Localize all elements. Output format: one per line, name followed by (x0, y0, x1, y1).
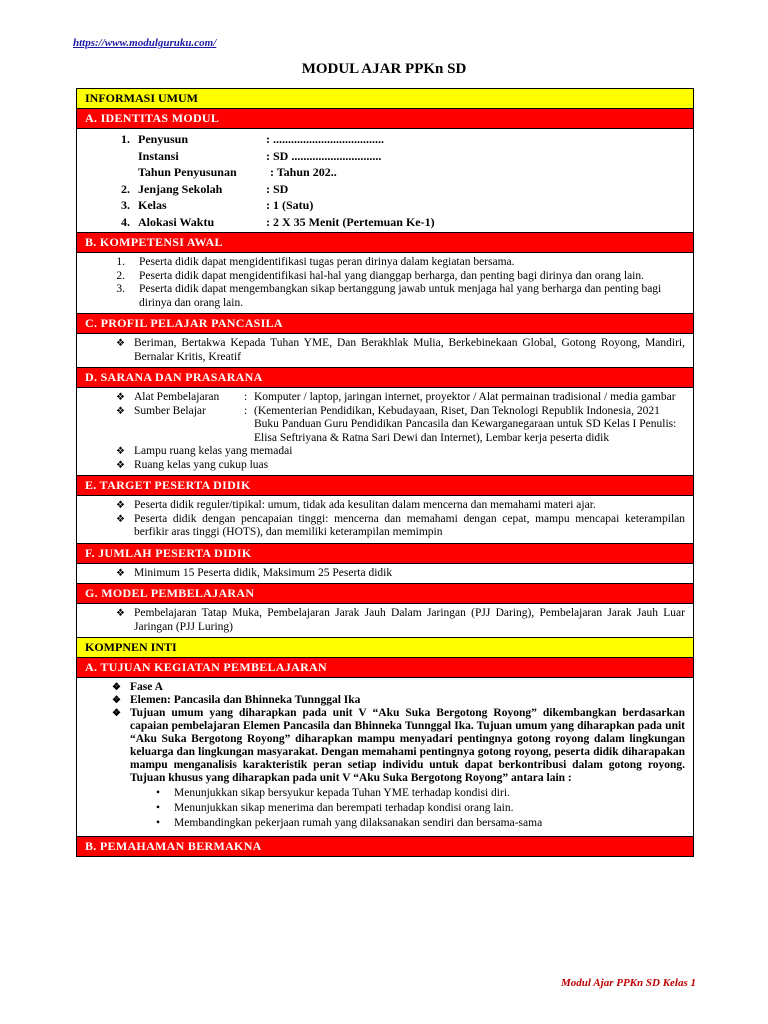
identitas-num: 4. (121, 214, 130, 229)
identitas-row (85, 164, 685, 181)
identitas-label: Kelas (138, 198, 167, 212)
jumlah-body (77, 564, 693, 585)
module-table (76, 88, 694, 857)
identitas-num: 1. (121, 132, 130, 146)
alat-label: Alat Pembelajaran (134, 391, 220, 403)
identitas-label: Jenjang Sekolah (138, 181, 223, 196)
identitas-value: : 2 X 35 Menit (Pertemuan Ke-1) (266, 214, 435, 229)
list-item (85, 802, 685, 815)
diamond-bullet-icon: ❖ (116, 405, 125, 417)
diamond-bullet-icon: ❖ (116, 608, 125, 619)
identitas-value: : Tahun 202.. (270, 165, 337, 179)
tujuan-body (77, 678, 693, 837)
identitas-num: 2. (121, 181, 130, 196)
list-item (85, 817, 685, 830)
tujuan-point: Membandingkan pekerjaan rumah yang dilaksanakan sendiri dan bersama-sama (174, 817, 543, 829)
diamond-bullet-icon: ❖ (116, 446, 125, 457)
identitas-num: 3. (121, 198, 130, 212)
list-item (85, 694, 685, 707)
section-informasi-umum: INFORMASI UMUM (77, 89, 693, 109)
identitas-row (85, 131, 685, 148)
bullet-dot-icon: • (155, 802, 160, 814)
alat-value: Komputer / laptop, jaringan internet, proyektor / Alat permainan tradisional / media gambar (254, 391, 676, 403)
identitas-label: Alokasi Waktu (138, 214, 215, 229)
identitas-body (77, 129, 693, 233)
list-item (85, 256, 685, 270)
bullet-dot-icon: • (155, 817, 160, 829)
target-body (77, 496, 693, 544)
list-text: Peserta didik dapat mengidentifikasi tugas peran dirinya dalam kegiatan bersama. (139, 256, 515, 268)
list-item (85, 513, 685, 540)
heading-identitas: A. IDENTITAS MODUL (77, 109, 693, 129)
sarana-body (77, 388, 693, 476)
list-text: Peserta didik dapat mengidentifikasi hal-hal yang dianggap berharga, dan penting bagi dirinya dan orang lain. (139, 269, 644, 282)
kompetensi-body (77, 253, 693, 314)
identitas-row (85, 181, 685, 198)
identitas-row (85, 214, 685, 231)
identitas-label: Tahun Penyusunan (138, 165, 237, 179)
sumber-label: Sumber Belajar (134, 404, 206, 417)
heading-sarana: D. SARANA DAN PRASARANA (77, 368, 693, 388)
heading-pemahaman: B. PEMAHAMAN BERMAKNA (77, 837, 693, 856)
identitas-label: Penyusun (138, 132, 189, 146)
diamond-bullet-icon: ❖ (116, 338, 125, 349)
alat-separator: : (244, 391, 248, 403)
elemen-text: Elemen: Pancasila dan Bhinneka Tunnggal Ika (130, 694, 361, 706)
profil-text: Beriman, Bertakwa Kepada Tuhan YME, Dan Berakhlak Mulia, Berkebinekaan Global, Gotong Royong, Mandiri, Bernalar Kritis, Kreatif (134, 337, 685, 363)
diamond-bullet-icon: ❖ (112, 682, 121, 693)
jumlah-text: Minimum 15 Peserta didik, Maksimum 25 Peserta didik (134, 566, 393, 579)
identitas-value: : 1 (Satu) (266, 198, 314, 212)
sarana-extra: Ruang kelas yang cukup luas (134, 458, 269, 471)
heading-jumlah: F. JUMLAH PESERTA DIDIK (77, 544, 693, 564)
identitas-value: : SD .............................. (266, 148, 382, 163)
identitas-row (85, 148, 685, 165)
identitas-label: Instansi (138, 148, 179, 163)
list-number: 3. (116, 283, 125, 295)
sumber-value: (Kementerian Pendidikan, Kebudayaan, Riset, Dan Teknologi Republik Indonesia, 2021 Buku Panduan Guru Pendidikan Pancasila dan Kewarganegaraan untuk SD Kelas I Penulis: Elisa Seftriyana & Ratna Sari Dewi dan Internet), Lembar kerja peserta didik (254, 404, 677, 444)
diamond-bullet-icon: ❖ (116, 513, 125, 525)
list-item (85, 445, 685, 459)
tujuan-point: Menunjukkan sikap menerima dan berempati terhadap kondisi orang lain. (174, 802, 514, 814)
sumber-separator: : (244, 404, 248, 417)
identitas-num (85, 164, 138, 181)
list-text: Peserta didik dapat mengembangkan sikap bertanggung jawab untuk menjaga hal yang berharga dan penting bagi dirinya dan orang lain. (139, 283, 662, 309)
list-item (85, 787, 685, 800)
model-text: Pembelajaran Tatap Muka, Pembelajaran Jarak Jauh Dalam Jaringan (PJJ Daring), Pembelajaran Jarak Jauh Luar Jaringan (PJJ Luring) (134, 607, 685, 633)
heading-profil: C. PROFIL PELAJAR PANCASILA (77, 314, 693, 334)
list-item (85, 283, 685, 310)
list-number: 1. (116, 256, 125, 268)
heading-model: G. MODEL PEMBELAJARAN (77, 584, 693, 604)
identitas-row (85, 197, 685, 214)
list-item (85, 405, 685, 446)
list-item (85, 459, 685, 473)
heading-target: E. TARGET PESERTA DIDIK (77, 476, 693, 496)
list-item (85, 707, 685, 785)
heading-kompetensi: B. KOMPETENSI AWAL (77, 233, 693, 253)
list-item (85, 567, 685, 581)
list-item (85, 607, 685, 634)
diamond-bullet-icon: ❖ (116, 567, 125, 579)
identitas-value: : SD (266, 181, 289, 196)
bullet-dot-icon: • (155, 787, 160, 799)
list-number: 2. (116, 269, 125, 282)
list-item (85, 337, 685, 364)
list-item (85, 391, 685, 405)
tujuan-point: Menunjukkan sikap bersyukur kepada Tuhan YME terhadap kondisi diri. (174, 787, 510, 799)
diamond-bullet-icon: ❖ (112, 695, 121, 706)
footer-text: Modul Ajar PPKn SD Kelas 1 (561, 977, 696, 989)
diamond-bullet-icon: ❖ (116, 392, 125, 403)
fase-text: Fase A (130, 681, 163, 693)
diamond-bullet-icon: ❖ (116, 500, 125, 511)
heading-tujuan: A. TUJUAN KEGIATAN PEMBELAJARAN (77, 658, 693, 678)
target-text: Peserta didik dengan pencapaian tinggi: mencerna dan memahami dengan cepat, mampu mencapai keterampilan berfikir aras tinggi (HOTS), dan memiliki keterampilan memimpin (134, 512, 685, 538)
header-url[interactable]: https://www.modulguruku.com/ (73, 37, 217, 49)
sarana-extra: Lampu ruang kelas yang memadai (134, 445, 293, 457)
list-item (85, 499, 685, 513)
page-title: MODUL AJAR PPKn SD (301, 61, 467, 77)
list-item (85, 681, 685, 694)
diamond-bullet-icon: ❖ (112, 708, 121, 719)
target-text: Peserta didik reguler/tipikal: umum, tidak ada kesulitan dalam mencerna dan memahami materi ajar. (134, 499, 596, 511)
identitas-num (85, 148, 138, 165)
diamond-bullet-icon: ❖ (116, 459, 125, 471)
list-item (85, 270, 685, 284)
identitas-value: : ..................................... (266, 132, 384, 146)
profil-body (77, 334, 693, 368)
section-komponen-inti: KOMPNEN INTI (77, 638, 693, 658)
tujuan-text: Tujuan umum yang diharapkan pada unit V “Aku Suka Bergotong Royong” dikembangkan berdasarkan capaian pembelajaran Elemen Pancasila dan Bhinneka Tunnggal Ika. Tujuan umum yang diharapkan pada unit “Aku Suka Bergotong Royong” diharapkan mampu menyadari pentingnya gotong royong dalam lingkungan keluarga dan lingkungan masyarakat. Dengan memahami pentingnya gotong royong, peserta didik diharapakan mampu menganalisis karakteristik peran setiap individu untuk dapat berkontribusi dalam gotong royong. Tujuan khusus yang diharapkan pada unit V “Aku Suka Bergotong Royong” antara lain : (130, 707, 685, 784)
model-body (77, 604, 693, 638)
